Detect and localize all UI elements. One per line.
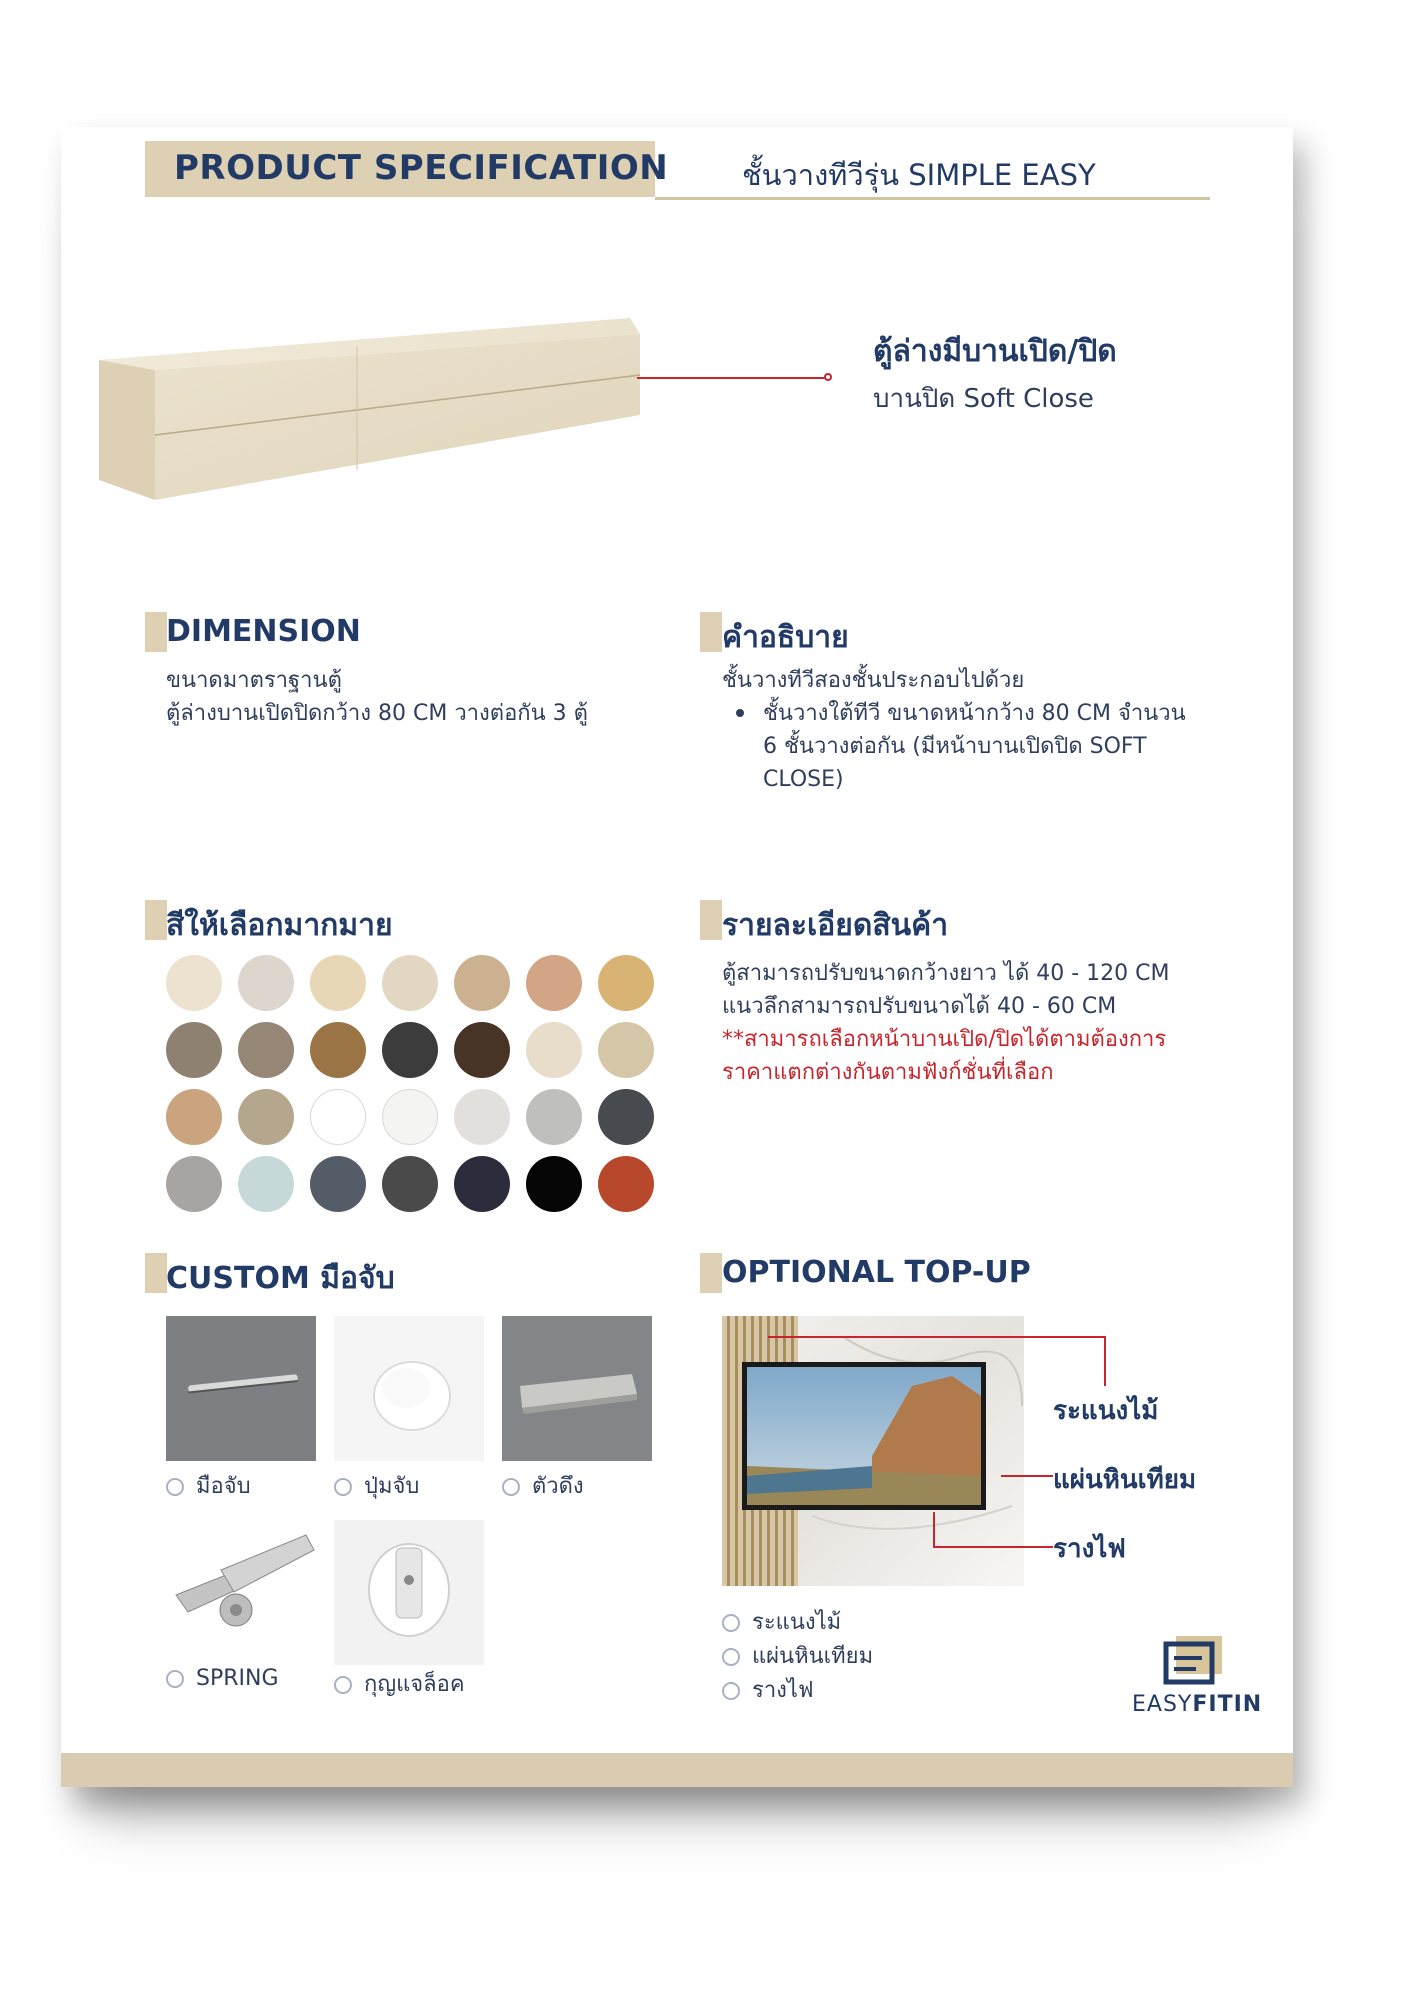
spring-hinge-image [166,1520,316,1665]
option-label: ตัวดึง [532,1474,584,1499]
details-line-1: ตู้สามารถปรับขนาดกว้างยาว ได้ 40 - 120 CM [722,961,1170,986]
details-note-line-2: ราคาแตกต่างกันตามฟังก์ชั่นที่เลือก [722,1060,1054,1085]
callout-line-slats [768,1336,1105,1338]
callout-line-marble [1001,1475,1053,1477]
color-swatch[interactable] [166,1156,222,1212]
bullet-dot [736,709,744,717]
radio-button[interactable] [334,1676,352,1694]
description-bullet-line-3: CLOSE) [763,767,844,792]
color-swatch[interactable] [382,1156,438,1212]
easyfitin-logo-icon [1162,1632,1226,1686]
key-lock-image [334,1520,484,1665]
option-rail[interactable] [722,1672,814,1707]
callout-line-slats-drop [1104,1336,1106,1386]
description-bullet-line-1: ชั้นวางใต้ทีวี ขนาดหน้ากว้าง 80 CM จำนวน [763,701,1186,726]
color-swatch[interactable] [526,955,582,1011]
description-bullet-line-2: 6 ชั้นวางต่อกัน (มีหน้าบานเปิดปิด SOFT [763,734,1147,759]
option-slats[interactable] [722,1604,841,1639]
feature-leader-line [637,377,827,379]
color-swatch[interactable] [454,1156,510,1212]
color-swatch[interactable] [526,1156,582,1212]
dimension-line-2: ตู้ล่างบานเปิดปิดกว้าง 80 CM วางต่อกัน 3 ตู้ [166,701,588,726]
option-label: แผ่นหินเทียม [752,1644,874,1669]
description-intro: ชั้นวางทีวีสองชั้นประกอบไปด้วย [722,668,1025,693]
callout-marble: แผ่นหินเทียม [1053,1465,1197,1495]
color-swatch[interactable] [166,955,222,1011]
details-line-2: แนวลึกสามารถปรับขนาดได้ 40 - 60 CM [722,994,1117,1019]
dimension-title: DIMENSION [166,614,361,649]
option-marble[interactable] [722,1638,873,1673]
color-swatch[interactable] [454,955,510,1011]
color-swatch[interactable] [310,1022,366,1078]
color-swatch[interactable] [598,1022,654,1078]
brand-name [1132,1692,1262,1717]
bar-handle-image [166,1316,316,1461]
option-key-lock[interactable] [334,1666,465,1701]
color-swatch[interactable] [382,1022,438,1078]
radio-button[interactable] [722,1648,740,1666]
custom-tab [145,1253,167,1293]
color-swatch[interactable] [454,1022,510,1078]
callout-line-rail [933,1546,1053,1548]
page-title: PRODUCT SPECIFICATION [174,148,669,188]
feature-subtitle: บานปิด Soft Close [873,384,1094,414]
option-label: มือจับ [196,1474,251,1499]
details-title: รายละเอียดสินค้า [722,908,949,943]
option-label: ปุ่มจับ [364,1474,420,1499]
color-swatch[interactable] [598,1089,654,1145]
option-label: ระแนงไม้ [752,1610,842,1635]
radio-button[interactable] [722,1614,740,1632]
color-swatch[interactable] [310,1156,366,1212]
dimension-tab [145,612,167,652]
color-swatch[interactable] [382,1089,438,1145]
colors-tab [145,900,167,940]
color-swatch[interactable] [310,1089,366,1145]
color-swatch[interactable] [598,1156,654,1212]
description-tab [700,612,722,652]
color-swatch[interactable] [526,1022,582,1078]
color-swatch[interactable] [238,955,294,1011]
feature-leader-dot [824,373,832,381]
callout-line-rail-drop [933,1512,935,1548]
pull-handle-image [502,1316,652,1461]
colors-title: สีให้เลือกมากมาย [166,908,393,943]
custom-title: CUSTOM มือจับ [166,1261,395,1296]
radio-button[interactable] [166,1670,184,1688]
details-note-line-1: **สามารถเลือกหน้าบานเปิด/ปิดได้ตามต้องการ [722,1027,1167,1052]
option-spring[interactable] [166,1666,279,1691]
color-swatch[interactable] [382,955,438,1011]
header-underline [655,197,1210,200]
color-swatch[interactable] [238,1022,294,1078]
color-swatch[interactable] [238,1089,294,1145]
optional-title: OPTIONAL TOP-UP [722,1255,1031,1290]
color-swatch[interactable] [166,1089,222,1145]
color-swatch[interactable] [166,1022,222,1078]
dimension-line-1: ขนาดมาตราฐานตู้ [166,668,342,693]
color-swatch[interactable] [454,1089,510,1145]
description-title: คำอธิบาย [722,620,849,655]
cabinet-illustration [95,310,650,510]
option-knob[interactable] [334,1468,419,1503]
optional-tab [700,1253,722,1293]
callout-slats: ระแนงไม้ [1053,1396,1159,1426]
radio-button[interactable] [502,1478,520,1496]
brand-name-bold: FITIN [1192,1692,1263,1717]
knob-image [334,1316,484,1461]
option-label: รางไฟ [752,1678,814,1703]
color-swatch[interactable] [310,955,366,1011]
color-swatch[interactable] [598,955,654,1011]
radio-button[interactable] [722,1682,740,1700]
callout-rail: รางไฟ [1053,1534,1126,1564]
feature-title: ตู้ล่างมีบานเปิด/ปิด [873,334,1117,369]
option-bar-handle[interactable] [166,1468,251,1503]
radio-button[interactable] [334,1478,352,1496]
color-swatch[interactable] [526,1089,582,1145]
footer-band [61,1753,1293,1787]
radio-button[interactable] [166,1478,184,1496]
details-tab [700,900,722,940]
option-label: กุญแจล็อค [364,1672,465,1697]
option-label: SPRING [196,1666,279,1691]
brand-name-light: EASY [1132,1692,1193,1717]
color-swatch[interactable] [238,1156,294,1212]
page-subtitle: ชั้นวางทีวีรุ่น SIMPLE EASY [742,158,1096,192]
option-pull-handle[interactable] [502,1468,584,1503]
